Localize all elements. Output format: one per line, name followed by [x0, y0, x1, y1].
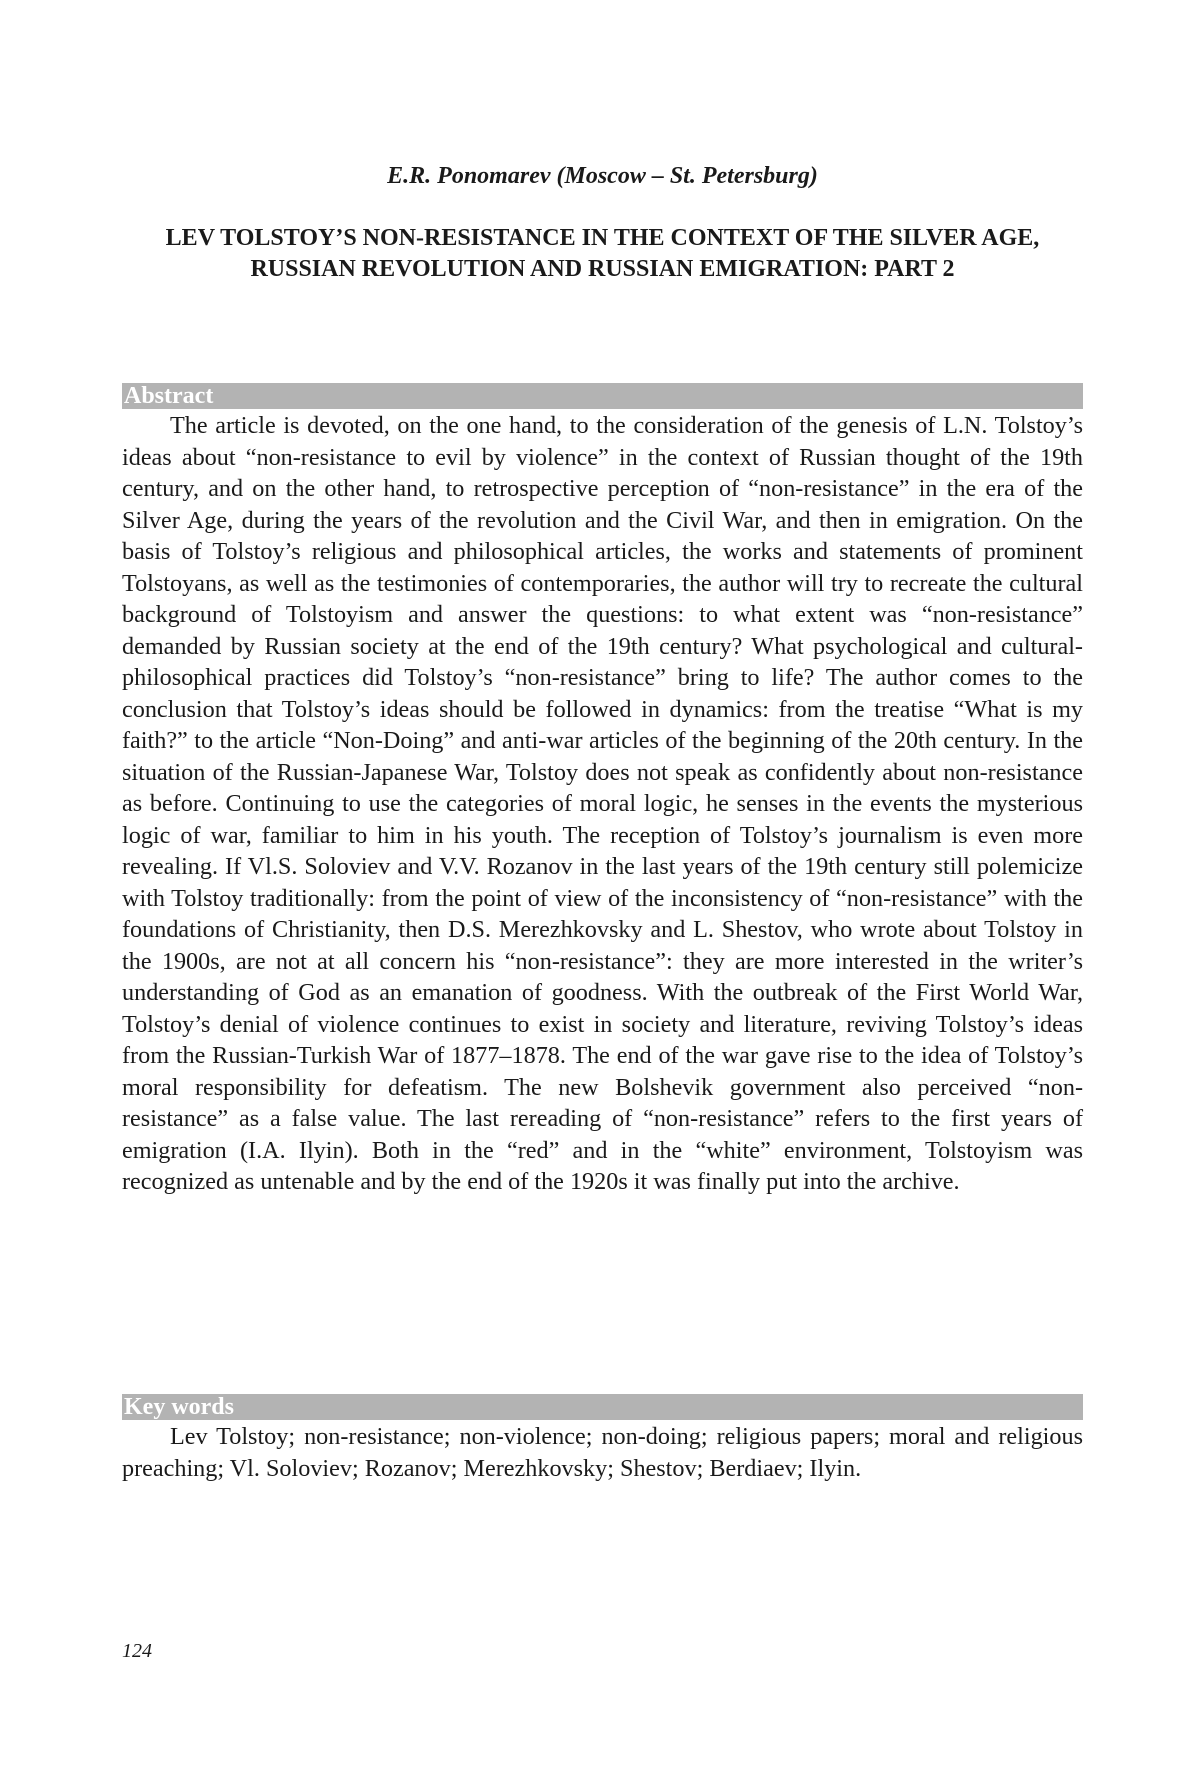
abstract-text: The article is devoted, on the one hand, to the consideration of the genesis of L.N. Tolstoy’s ideas about “non-resistance to evil by violence” in the context of Russian thought of the 19th century, and on the other hand, to retrospective perception of “non-resistance” in the era of the Silver Age, during the years of the revolution and the Civil War, and then in emigration. On the basis of Tolstoy’s religious and philosophical articles, the works and statements of prominent Tolstoyans, as well as the testimonies of contemporaries, the author will try to recreate the cultural background of Tolstoyism and answer the questions: to what extent was “non-resistance” demanded by Russian society at the end of the 19th century? What psychological and cultural-philosophical practices did Tolstoy’s “non-resistance” bring to life? The author comes to the conclusion that Tolstoy’s ideas should be followed in dynamics: from the treatise “What is my faith?” to the article “Non-Doing” and anti-war articles of the beginning of the 20th century. In the situation of the Russian-Japanese War, Tolstoy does not speak as confidently about non-resistance as before. Continuing to use the categories of moral logic, he senses in the events the mysterious logic of war, familiar to him in his youth. The reception of Tolstoy’s journalism is even more revealing. If Vl.S. Soloviev and V.V. Rozanov in the last years of the 19th century still polemicize with Tolstoy traditionally: from the point of view of the inconsistency of “non-resistance” with the foundations of Christianity, then D.S. Merezhkovsky and L. Shestov, who wrote about Tolstoy in the 1900s, are not at all concern his “non-resistance”: they are more interested in the writer’s understanding of God as an emanation of goodness. With the outbreak of the First World War, Tolstoy’s denial of violence continues to exist in society and literature, reviving Tolstoy’s ideas from the Russian-Turkish War of 1877–1878. The end of the war gave rise to the idea of Tolstoy’s moral responsibility for defeatism. The new Bolshevik government also perceived “non-resistance” as a false value. The last rereading of “non-resistance” refers to the first years of emigration (I.A. Ilyin). Both in the “red” and in the “white” environment, Tolstoyism was recognized as untenable and by the end of the 1920s it was finally put into the archive.: [122, 412, 1083, 1195]
page-number: 124: [122, 1640, 152, 1662]
abstract-heading: Abstract: [122, 383, 1083, 409]
author-line: E.R. Ponomarev (Moscow – St. Petersburg): [387, 163, 818, 189]
keywords-heading: Key words: [122, 1394, 1083, 1420]
keywords-text: Lev Tolstoy; non-resistance; non-violence; non-doing; religious papers; moral and religious preaching; Vl. Soloviev; Rozanov; Merezhkovsky; Shestov; Berdiaev; Ilyin.: [122, 1423, 1083, 1482]
article-title: LEV TOLSTOY’S NON-RESISTANCE IN THE CONTEXT OF THE SILVER AGE, RUSSIAN REVOLUTION AND RUSSIAN EMIGRATION: PART 2: [165, 225, 1040, 282]
